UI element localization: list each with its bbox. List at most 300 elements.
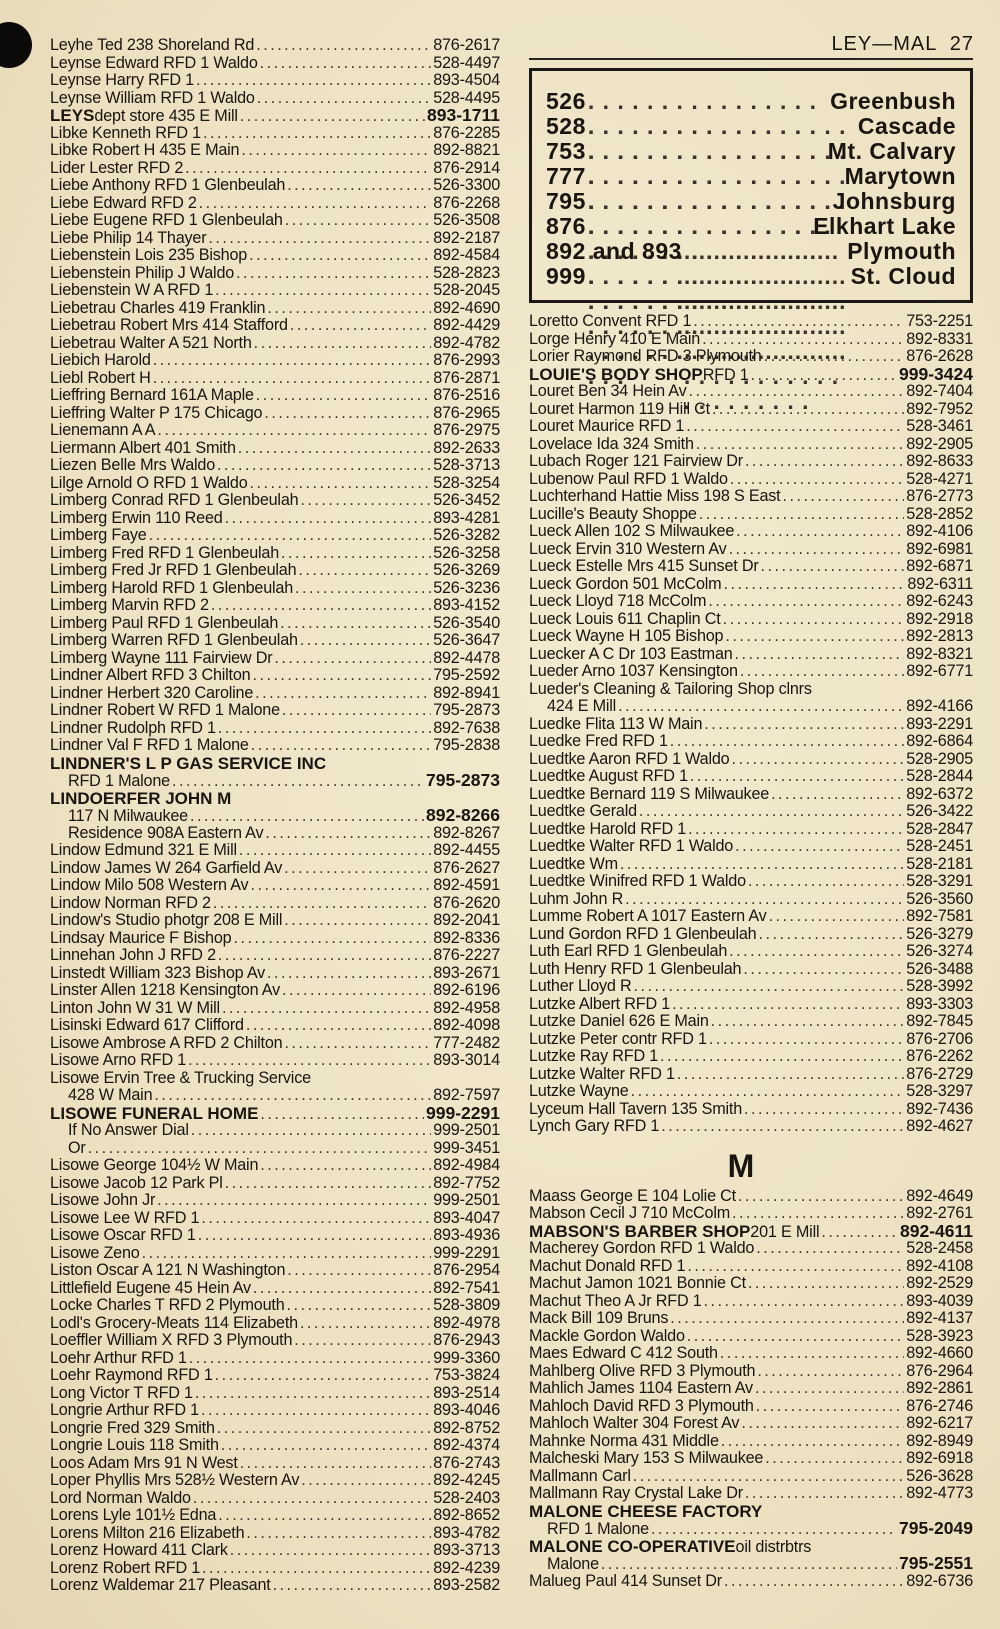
listing-name: Loper Phyllis Mrs 528½ Western Av [50, 1471, 300, 1489]
listing-phone: 753-2251 [906, 312, 973, 330]
listing-name: Limberg Wayne 111 Fairview Dr [50, 648, 273, 667]
listing-entry [529, 1468, 973, 1486]
listing-name: Liebetrau Robert Mrs 414 Stafford [50, 316, 288, 334]
listing-name: Machut Theo A Jr RFD 1 [529, 1291, 702, 1310]
listing-entry [50, 282, 500, 300]
listing-entry [50, 1262, 500, 1280]
listing-phone: 893-2671 [433, 963, 500, 982]
leader-dots [157, 1192, 431, 1210]
listing-phone: 999-2501 [433, 1121, 500, 1139]
leader-dots [218, 720, 431, 738]
listing-detail: dept store 435 E Mill [94, 107, 238, 125]
exchange-place: Elkhart Lake [813, 213, 956, 239]
listing-phone: 892-2761 [906, 1204, 973, 1222]
listing-name: Lueck Lloyd 718 McColm [529, 592, 707, 610]
listing-phone: 876-2627 [433, 858, 500, 877]
listing-name: Lisowe Ervin Tree & Trucking Service [50, 1068, 311, 1087]
listing-phone: 892-4591 [433, 876, 500, 894]
leader-dots [748, 873, 904, 891]
listing-entry [529, 523, 973, 541]
listing-entry [50, 877, 500, 895]
listing-name: Lindow's Studio photgr 208 E Mill [50, 911, 283, 929]
listing-entry [529, 558, 973, 576]
listing-name: Linnehan John J RFD 2 [50, 946, 216, 964]
listing-name: Luedtke Gerald [529, 802, 637, 820]
leader-dots [282, 982, 431, 1000]
listing-name: Liebetrau Charles 419 Franklin [50, 298, 266, 317]
listing-entry [50, 335, 500, 353]
listing-phone: 528-4495 [433, 88, 500, 107]
listing-name: Lienemann A A [50, 421, 156, 439]
listing-entry [50, 1507, 500, 1525]
exchange-place: Mt. Calvary [827, 138, 956, 164]
leader-dots [267, 300, 431, 318]
listing-entry [50, 37, 500, 55]
listing-entry [529, 383, 973, 401]
listing-phone: 528-4271 [906, 469, 973, 488]
listing-line-2 [529, 1555, 973, 1573]
listing-entry [50, 142, 500, 160]
listing-entry [50, 667, 500, 685]
listing-phone: 892-4166 [906, 697, 973, 715]
listing-entry [50, 370, 500, 388]
listing-phone: 892-7581 [906, 907, 973, 925]
listing-entry [50, 1455, 500, 1473]
listing-entry [529, 1101, 973, 1119]
listing-phone: 526-3236 [433, 578, 500, 597]
listing-name: Lubenow Paul RFD 1 Waldo [529, 469, 728, 488]
listing-phone: 892-4649 [906, 1186, 973, 1205]
leader-dots [88, 1140, 432, 1158]
listing-phone: 526-3300 [433, 176, 500, 194]
listing-entry [529, 488, 973, 506]
leader-dots [300, 1315, 431, 1333]
listing-entry [50, 352, 500, 370]
exchange-place: Plymouth [847, 238, 956, 264]
listing-phone: 893-3713 [433, 1541, 500, 1559]
listing-name: Lorenz Waldemar 217 Pleasant [50, 1576, 271, 1594]
leader-dots [298, 562, 431, 580]
listing-phone: 893-4152 [433, 596, 500, 614]
leader-dots [185, 160, 431, 178]
leader-dots [149, 527, 432, 545]
listing-entry [529, 1503, 973, 1538]
leader-dots [687, 1258, 904, 1276]
listing-phone: 876-2943 [433, 1331, 500, 1349]
leader-dots [670, 1310, 904, 1328]
listing-name: Lisowe Arno RFD 1 [50, 1051, 187, 1069]
leader-dots [188, 1052, 431, 1070]
leader-dots [249, 247, 431, 265]
listing-phone: 526-3508 [433, 211, 500, 229]
listing-phone: 526-3274 [906, 942, 973, 960]
listing-entry [529, 873, 973, 891]
listing-entry [50, 1035, 500, 1053]
leader-dots [725, 628, 904, 646]
listing-name: Liebenstein Philip J Waldo [50, 263, 235, 282]
exchange-row [546, 139, 956, 164]
listing-phone: 892-4660 [906, 1344, 973, 1362]
listing-name: Lutzke Walter RFD 1 [529, 1064, 675, 1083]
listing-phone: 892-2905 [906, 434, 973, 453]
listing-phone: 528-2403 [433, 1488, 500, 1507]
listing-phone: 892-8941 [433, 683, 500, 702]
listing-entry [529, 768, 973, 786]
listing-name: Louret Maurice RFD 1 [529, 417, 685, 435]
listing-phone: 876-2617 [433, 36, 500, 54]
listing-address: 428 W Main [68, 1086, 153, 1104]
listing-name: Locke Charles T RFD 2 Plymouth [50, 1296, 285, 1314]
listing-phone: 999-2291 [433, 1243, 500, 1262]
listing-name: Lubach Roger 121 Fairview Dr [529, 452, 743, 470]
leader-dots [782, 488, 904, 506]
leader-dots [651, 1521, 897, 1539]
listing-phone: 892-6771 [906, 662, 973, 680]
leader-dots [153, 370, 432, 388]
listing-phone: 999-2501 [433, 1191, 500, 1209]
listing-phone: 892-6871 [906, 557, 973, 575]
listing-name: Limberg Warren RFD 1 Glenbeulah [50, 631, 298, 649]
listing-name: Liebe Philip 14 Thayer [50, 228, 207, 247]
leader-dots [246, 1525, 431, 1543]
listing-entry [529, 1258, 973, 1276]
listing-entry [529, 1310, 973, 1328]
listing-entry [529, 751, 973, 769]
listing-name: Maass George E 104 Lolie Ct [529, 1186, 736, 1205]
leader-dots [721, 1433, 904, 1451]
listing-name: MALONE CO-OPERATIVE [529, 1536, 736, 1556]
listing-phone: 893-4504 [433, 71, 500, 89]
listing-phone: 892-7404 [906, 382, 973, 400]
listing-name: Loehr Raymond RFD 1 [50, 1366, 213, 1384]
leader-dots [195, 1385, 431, 1403]
exchange-row [546, 164, 956, 189]
leader-dots [225, 1175, 432, 1193]
leader-dots [265, 825, 431, 843]
listing-name: Limberg Erwin 110 Reed [50, 508, 223, 527]
listing-entry [529, 1031, 973, 1049]
listing-entry [529, 1205, 973, 1223]
listing-phone: 876-2227 [433, 946, 500, 964]
listing-name: Lord Norman Waldo [50, 1488, 191, 1507]
leader-dots [688, 821, 904, 839]
listing-entry [50, 125, 500, 143]
leader-dots [633, 1468, 904, 1486]
listing-name: Mabson Cecil J 710 McColm [529, 1204, 731, 1222]
listing-entry [529, 593, 973, 611]
listing-name: Lindow Milo 508 Western Av [50, 876, 249, 894]
listing-phone: 999-3451 [433, 1138, 500, 1157]
listing-entry [529, 961, 973, 979]
listing-entry [50, 597, 500, 615]
leader-dots [257, 90, 431, 108]
leader-dots [240, 1455, 432, 1473]
listing-entry [50, 930, 500, 948]
listing-phone: 753-3824 [433, 1366, 500, 1384]
listing-entry [529, 716, 973, 734]
listing-entry [529, 1048, 973, 1066]
listing-entry [529, 313, 973, 331]
listing-phone: 528-3923 [906, 1326, 973, 1345]
listing-phone: 893-3303 [906, 994, 973, 1013]
listing-entry [529, 1275, 973, 1293]
leader-dots [748, 1275, 904, 1293]
leader-dots [751, 367, 897, 385]
leader-dots [702, 331, 904, 349]
listing-entry [50, 492, 500, 510]
leader-dots [236, 265, 431, 283]
listing-name: Limberg Marvin RFD 2 [50, 596, 209, 614]
page-number: 27 [949, 33, 974, 55]
listing-entry [50, 160, 500, 178]
listing-entry [529, 978, 973, 996]
listing-phone: 876-2914 [433, 158, 500, 177]
listing-phone: 892-4098 [433, 1016, 500, 1034]
listing-name: Mahloch Walter 304 Forest Av [529, 1414, 740, 1432]
listing-name: Luedtke Aaron RFD 1 Waldo [529, 749, 730, 768]
leader-dots [264, 405, 431, 423]
listing-phone: 892-4978 [433, 1313, 500, 1332]
listing-name: Lindow Norman RFD 2 [50, 893, 211, 912]
listing-entry [529, 1363, 973, 1381]
listing-entry [50, 982, 500, 1000]
leader-dots [731, 751, 904, 769]
listing-name: Lutzke Daniel 626 E Main [529, 1012, 709, 1030]
leader-dots [756, 1240, 904, 1258]
listing-entry [50, 230, 500, 248]
leader-dots [687, 1328, 904, 1346]
exchange-code: 528 [546, 113, 586, 139]
listing-phone: 876-2262 [906, 1047, 973, 1065]
listing-entry [50, 1385, 500, 1403]
leader-dots [201, 1210, 431, 1228]
leader-dots [735, 646, 905, 664]
listing-name: If No Answer Dial [68, 1121, 189, 1139]
listing-name: Lindsay Maurice F Bishop [50, 928, 232, 947]
leader-dots [672, 996, 904, 1014]
listing-phone: 528-2451 [906, 837, 973, 855]
listing-phone: 892-8331 [906, 329, 973, 348]
listing-entry [50, 1017, 500, 1035]
listing-phone: 526-3452 [433, 491, 500, 509]
leader-dots [267, 965, 431, 983]
listing-entry [529, 908, 973, 926]
listing-name: Lutzke Ray RFD 1 [529, 1047, 659, 1065]
listing-phone: 528-3809 [433, 1296, 500, 1314]
leader-dots [202, 1560, 431, 1578]
listing-name: Lutzke Wayne [529, 1082, 629, 1100]
exchange-box [529, 68, 973, 303]
listing-entry [50, 965, 500, 983]
listing-entry [529, 1573, 973, 1591]
listing-entry [50, 1472, 500, 1490]
leader-dots [260, 1106, 424, 1124]
listing-name: Limberg Fred Jr RFD 1 Glenbeulah [50, 561, 297, 579]
listing-phone: 999-3424 [899, 363, 973, 384]
leader-dots [284, 1035, 431, 1053]
listing-name: Lyceum Hall Tavern 135 Smith [529, 1099, 743, 1118]
listing-entry [50, 632, 500, 650]
listing-phone: 892-2041 [433, 911, 500, 929]
listing-name: Liermann Albert 401 Smith [50, 438, 236, 457]
exchange-place: Cascade [857, 113, 956, 139]
listing-detail: oil distrbtrs [735, 1537, 812, 1556]
listing-name: Mallmann Ray Crystal Lake Dr [529, 1484, 743, 1502]
listing-entry [50, 300, 500, 318]
leader-dots [301, 1472, 431, 1490]
leader-dots [696, 436, 904, 454]
listing-entry [529, 401, 973, 419]
listing-entry [50, 755, 500, 790]
leader-dots [769, 908, 905, 926]
listing-name: Lieffring Bernard 161A Maple [50, 386, 254, 404]
leader-dots [764, 348, 905, 366]
listing-address: Malone [547, 1555, 599, 1573]
listing-entry [529, 943, 973, 961]
listing-entry [50, 702, 500, 720]
listing-name: Libke Robert H 435 E Main [50, 141, 240, 159]
listing-phone: 892-6372 [906, 784, 973, 803]
listing-entry [50, 825, 500, 843]
leader-dots [601, 1556, 897, 1574]
listing-phone: 892-2813 [906, 627, 973, 645]
listing-name: Luedke Fred RFD 1 [529, 732, 668, 750]
listing-entry [50, 562, 500, 580]
listing-phone: 876-2729 [906, 1064, 973, 1083]
leader-dots [620, 856, 904, 874]
listing-name: Luther Lloyd R [529, 977, 632, 995]
listing-entry [50, 580, 500, 598]
listing-line-1 [50, 1070, 500, 1088]
listing-entry [50, 685, 500, 703]
exchange-row [546, 89, 956, 114]
listing-phone: 999-3360 [433, 1348, 500, 1367]
leader-dots [260, 55, 432, 73]
listing-entry [50, 1350, 500, 1368]
leader-dots [250, 877, 431, 895]
listing-phone: 876-2954 [433, 1261, 500, 1279]
listing-phone: 876-2965 [433, 403, 500, 422]
leader-dots [287, 1297, 432, 1315]
listing-phone: 892-4627 [906, 1117, 973, 1135]
listing-phone: 876-2871 [433, 368, 500, 387]
listing-name: Lisowe Lee W RFD 1 [50, 1208, 200, 1227]
listing-entry [50, 457, 500, 475]
leader-dots [218, 1507, 431, 1525]
listing-phone: 892-7436 [906, 1099, 973, 1118]
listing-entry [529, 1398, 973, 1416]
leader-dots [732, 1205, 904, 1223]
leader-dots [633, 978, 904, 996]
listing-phone: 876-2746 [906, 1396, 973, 1415]
listing-name: Lynch Gary RFD 1 [529, 1117, 660, 1135]
leader-dots [238, 440, 431, 458]
listing-phone: 892-4984 [433, 1156, 500, 1174]
listing-name: Lorens Milton 216 Elizabeth [50, 1523, 245, 1542]
listing-address: 117 N Milwaukee [68, 807, 188, 825]
leader-dots [660, 1048, 904, 1066]
leader-dots [720, 1345, 904, 1363]
listing-entry [50, 1332, 500, 1350]
listing-name: Linster Allen 1218 Kensington Av [50, 981, 280, 999]
header-rule [529, 58, 973, 60]
listing-phone: 528-2045 [433, 281, 500, 299]
leader-dots [157, 422, 431, 440]
listing-name: Liebetrau Walter A 521 North [50, 333, 252, 352]
leader-dots [757, 1363, 904, 1381]
listing-phone: 876-2706 [906, 1029, 973, 1048]
listing-phone: 892-4455 [433, 841, 500, 859]
listing-phone: 892-4374 [433, 1436, 500, 1454]
listing-entry [529, 576, 973, 594]
listing-name: Luedtke Bernard 119 S Milwaukee [529, 784, 770, 803]
leader-dots [256, 387, 431, 405]
listing-name: Liebich Harold [50, 351, 151, 369]
listing-entry [50, 55, 500, 73]
leader-dots [284, 860, 431, 878]
listing-entry [50, 387, 500, 405]
listing-name: Lindner Albert RFD 3 Chilton [50, 666, 251, 684]
listing-entry [50, 1140, 500, 1158]
listing-name: Louret Harmon 119 Hill Ct [529, 399, 710, 418]
listing-name: Limberg Paul RFD 1 Glenbeulah [50, 613, 279, 632]
listing-entry [529, 1380, 973, 1398]
listing-entry [50, 1000, 500, 1018]
listing-name: Lorier Raymond RFD 3 Plymouth [529, 347, 762, 365]
listing-entry [529, 1220, 973, 1241]
exchange-code: 876 [546, 213, 586, 239]
listing-phone: 876-2628 [906, 347, 973, 365]
listing-entry [529, 363, 973, 384]
listing-phone: 526-3258 [433, 543, 500, 562]
listing-phone: 892-8949 [906, 1431, 973, 1450]
listing-entry [529, 331, 973, 349]
listing-entry [529, 471, 973, 489]
listing-phone: 892-4429 [433, 316, 500, 334]
listing-detail: 201 E Mill [750, 1222, 820, 1241]
leader-dots [142, 1245, 432, 1263]
listing-phone: 528-3992 [906, 977, 973, 995]
listing-name: Luedtke Wm [529, 854, 618, 873]
leader-dots [217, 457, 431, 475]
listing-phone: 876-2620 [433, 893, 500, 912]
leader-dots [153, 352, 432, 370]
leader-dots [740, 663, 904, 681]
listing-name: Luth Henry RFD 1 Glenbeulah [529, 959, 742, 978]
listing-line-2 [529, 698, 973, 716]
listing-name: Lorge Henry 410 E Main [529, 329, 701, 348]
leader-dots [201, 1402, 431, 1420]
listing-entry [50, 912, 500, 930]
listing-phone: 892-8633 [906, 452, 973, 470]
leader-dots [771, 786, 904, 804]
listing-phone: 892-4584 [433, 246, 500, 264]
listing-phone: 777-2482 [433, 1033, 500, 1052]
leader-dots [285, 212, 432, 230]
listing-entry [50, 475, 500, 493]
listing-name: MALONE CHEESE FACTORY [529, 1501, 763, 1521]
listing-entry [50, 72, 500, 90]
listing-entry [50, 947, 500, 965]
listing-entry [50, 720, 500, 738]
listing-phone: 892-6243 [906, 592, 973, 610]
leader-dots [246, 1017, 431, 1035]
listing-entry [50, 842, 500, 860]
listing-name: Mallmann Carl [529, 1466, 631, 1485]
listing-entry [50, 265, 500, 283]
leader-dots [708, 593, 904, 611]
listing-phone: 528-2847 [906, 819, 973, 838]
